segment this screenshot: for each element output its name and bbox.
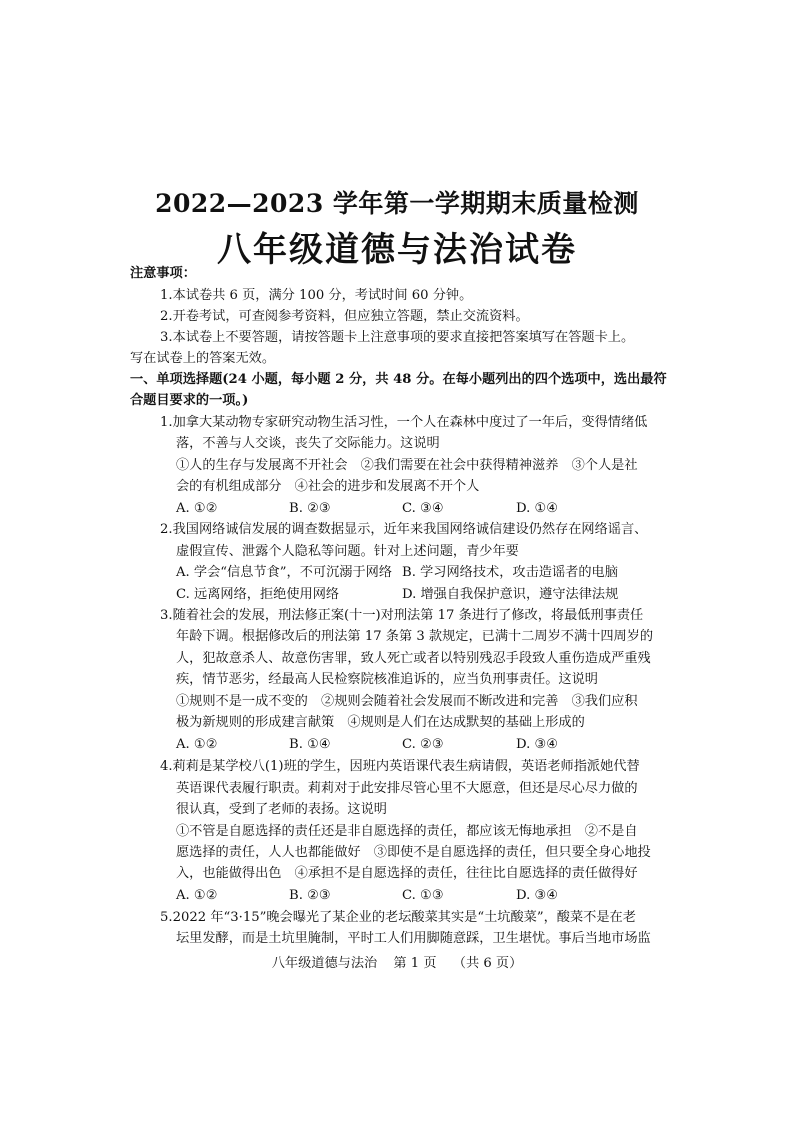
option-c: C. ②③ (402, 737, 444, 752)
exam-subject-title: 八年级道德与法治试卷 (217, 230, 577, 270)
question-stem: 4.莉莉是某学校八(1)班的学生，因班内英语课代表生病请假，英语老师指派她代替 (160, 759, 640, 774)
option-b: B. ②③ (289, 888, 331, 903)
option-a: A. ①② (176, 737, 218, 752)
exam-title: 2022—2023 学年第一学期期末质量检测 (155, 189, 639, 218)
question-statements: ①人的生存与发展离不开社会 ②我们需要在社会中获得精神滋养 ③个人是社 (176, 458, 638, 473)
footer-total-pages: （共 6 页） (452, 956, 523, 971)
option-d: D. ③④ (516, 888, 559, 903)
question-statements: 极为新规则的形成建言献策 ④规则是人们在达成默契的基础上形成的 (176, 715, 585, 730)
question-stem: 1.加拿大某动物专家研究动物生活习性，一个人在森林中度过了一年后，变得情绪低 (160, 415, 648, 430)
option-c: C. 远离网络，拒绝使用网络 (176, 587, 340, 602)
question-stem: 坛里发酵，而是土坑里腌制，平时工人们用脚随意踩，卫生堪忧。事后当地市场监 (176, 931, 651, 946)
option-a: A. ①② (176, 888, 218, 903)
question-statements: 会的有机组成部分 ④社会的进步和发展离不开个人 (176, 479, 480, 494)
question-stem: 英语课代表履行职责。莉莉对于此安排尽管心里不大愿意，但还是尽心尽力做的 (176, 781, 638, 796)
notice-item: 2.开卷考试，可查阅参考资料，但应独立答题，禁止交流资料。 (160, 309, 529, 324)
question-statements: 入，也能做得出色 ④承担不是自愿选择的责任，往往比自愿选择的责任做得好 (176, 866, 638, 881)
question-stem: 疾，情节恶劣，经最高人民检察院核准追诉的，应当负刑事责任。这说明 (176, 672, 598, 687)
notice-item: 1.本试卷共 6 页，满分 100 分，考试时间 60 分钟。 (160, 288, 473, 303)
question-stem: 2.我国网络诚信发展的调查数据显示，近年来我国网络诚信建设仍然存在网络谣言、 (160, 522, 648, 537)
question-stem: 人，犯故意杀人、故意伤害罪，致人死亡或者以特别残忍手段致人重伤造成严重残 (176, 651, 651, 666)
section-heading: 一、单项选择题(24 小题，每小题 2 分，共 48 分。在每小题列出的四个选项中，选出最符 (130, 372, 667, 387)
option-c: C. ③④ (402, 501, 444, 516)
question-stem: 虚假宣传、泄露个人隐私等问题。针对上述问题，青少年要 (176, 544, 519, 559)
question-stem: 很认真，受到了老师的表扬。这说明 (176, 802, 387, 817)
option-d: D. 增强自我保护意识，遵守法律法规 (402, 587, 619, 602)
question-stem: 5.2022 年“3·15”晚会曝光了某企业的老坛酸菜其实是“土坑酸菜”，酸菜不是在老 (160, 910, 636, 925)
question-stem: 落，不善与人交谈，丧失了交际能力。这说明 (176, 436, 440, 451)
question-statements: ①规则不是一成不变的 ②规则会随着社会发展而不断改进和完善 ③我们应积 (176, 694, 638, 709)
notice-heading: 注意事项： (130, 266, 196, 281)
option-a: A. 学会“信息节食”，不可沉溺于网络 (176, 565, 393, 580)
page-footer (0, 952, 794, 971)
notice-item: 3.本试卷上不要答题，请按答题卡上注意事项的要求直接把答案填写在答题卡上。 (160, 330, 635, 345)
option-b: B. ②③ (289, 501, 331, 516)
question-stem: 年龄下调。根据修改后的刑法第 17 条第 3 款规定，已满十二周岁不满十四周岁的 (176, 629, 654, 644)
section-heading: 合题目要求的一项。) (130, 393, 249, 408)
option-d: D. ①④ (516, 501, 559, 516)
option-b: B. ①④ (289, 737, 331, 752)
option-a: A. ①② (176, 501, 218, 516)
footer-subject: 八年级道德与法治 (271, 956, 378, 971)
notice-item: 写在试卷上的答案无效。 (130, 351, 276, 366)
question-stem: 3.随着社会的发展，刑法修正案(十一)对刑法第 17 条进行了修改，将最低刑事责任 (160, 608, 644, 623)
option-d: D. ③④ (516, 737, 559, 752)
question-statements: ①不管是自愿选择的责任还是非自愿选择的责任，都应该无悔地承担 ②不是自 (176, 824, 638, 839)
footer-page-number: 第 1 页 (393, 956, 437, 971)
question-statements: 愿选择的责任，人人也都能做好 ③即使不是自愿选择的责任，但只要全身心地投 (176, 845, 651, 860)
option-b: B. 学习网络技术，攻击造谣者的电脑 (402, 565, 618, 580)
option-c: C. ①③ (402, 888, 444, 903)
